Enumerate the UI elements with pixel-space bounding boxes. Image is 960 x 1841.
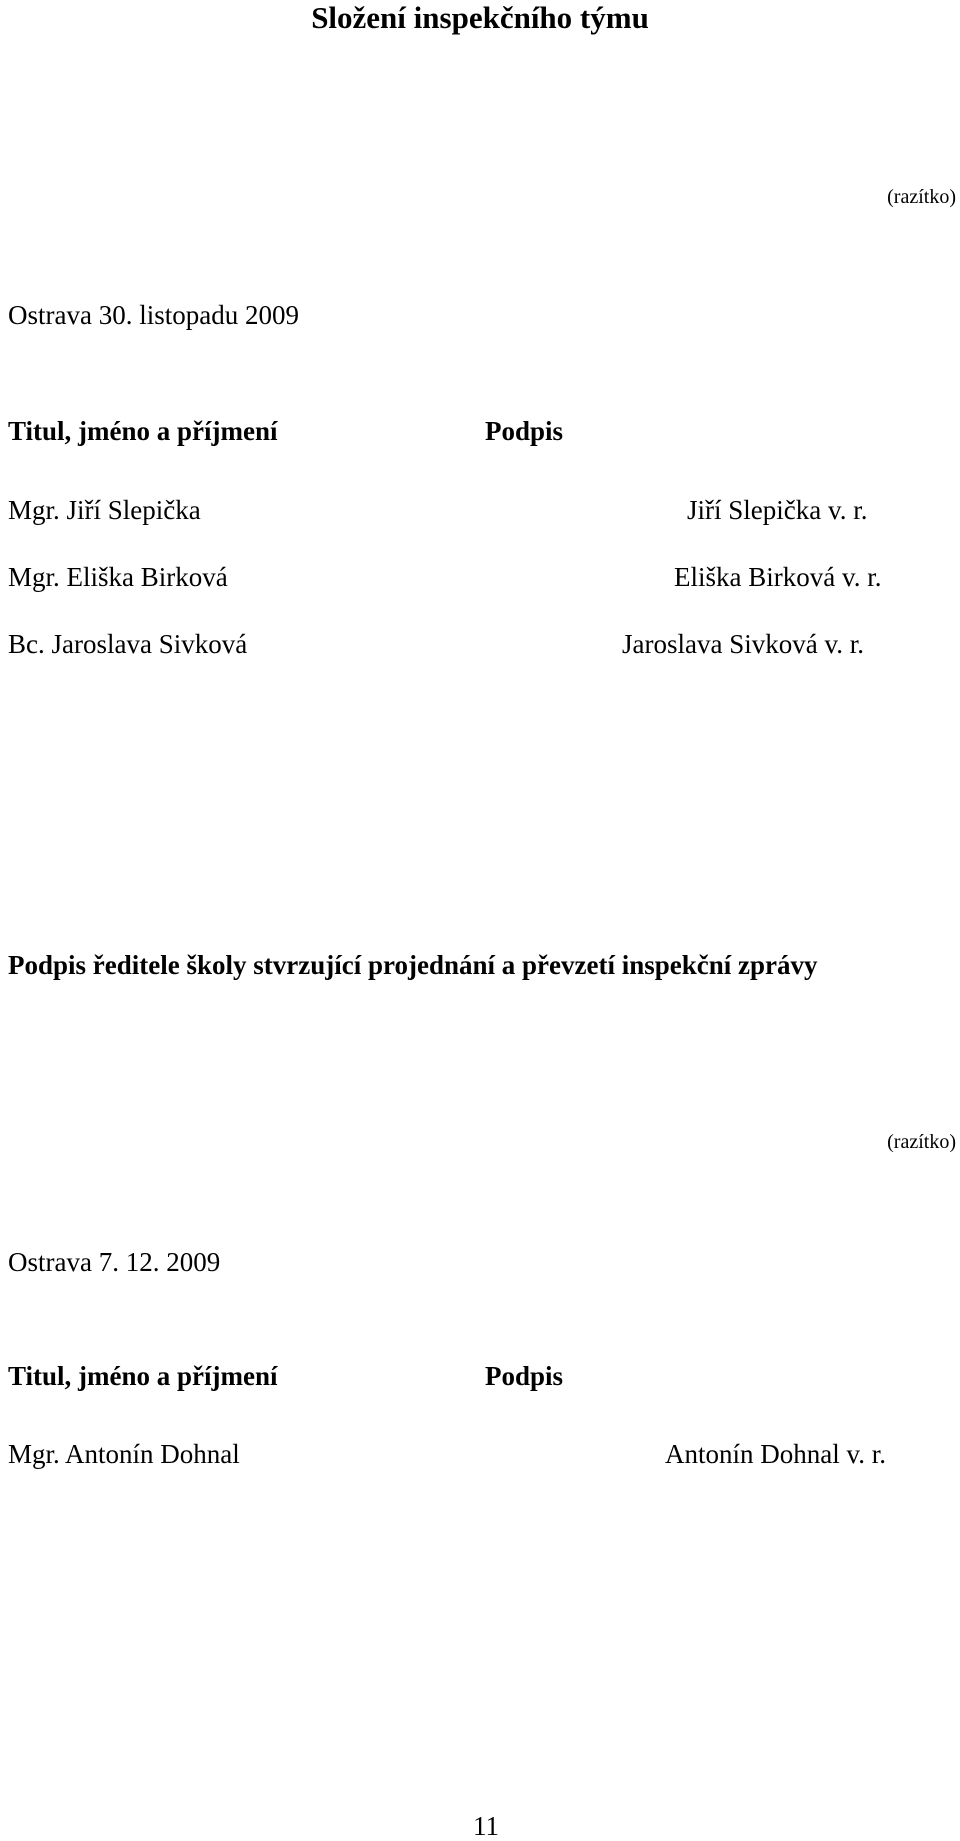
- page-number: 11: [473, 1811, 499, 1841]
- team-member-signature: Eliška Birková v. r.: [674, 562, 882, 592]
- stamp-label-director: (razítko): [887, 1131, 956, 1153]
- team-member-name: Mgr. Eliška Birková: [8, 562, 228, 592]
- director-signature-heading: Podpis ředitele školy stvrzující projednání a převzetí inspekční zprávy: [8, 950, 818, 980]
- document-title: Složení inspekčního týmu: [311, 0, 649, 35]
- stamp-label-team: (razítko): [887, 186, 956, 208]
- director-signature: Antonín Dohnal v. r.: [665, 1439, 886, 1469]
- director-name: Mgr. Antonín Dohnal: [8, 1439, 240, 1469]
- team-signature-column-header: Podpis: [485, 416, 564, 446]
- director-name-column-header: Titul, jméno a příjmení: [8, 1361, 278, 1391]
- team-member-signature: Jaroslava Sivková v. r.: [622, 629, 864, 659]
- place-date-director: Ostrava 7. 12. 2009: [8, 1247, 221, 1277]
- team-member-signature: Jiří Slepička v. r.: [687, 495, 868, 525]
- team-member-name: Mgr. Jiří Slepička: [8, 495, 201, 525]
- team-name-column-header: Titul, jméno a příjmení: [8, 416, 278, 446]
- team-member-name: Bc. Jaroslava Sivková: [8, 629, 248, 659]
- director-signature-column-header: Podpis: [485, 1361, 564, 1391]
- place-date-team: Ostrava 30. listopadu 2009: [8, 300, 299, 330]
